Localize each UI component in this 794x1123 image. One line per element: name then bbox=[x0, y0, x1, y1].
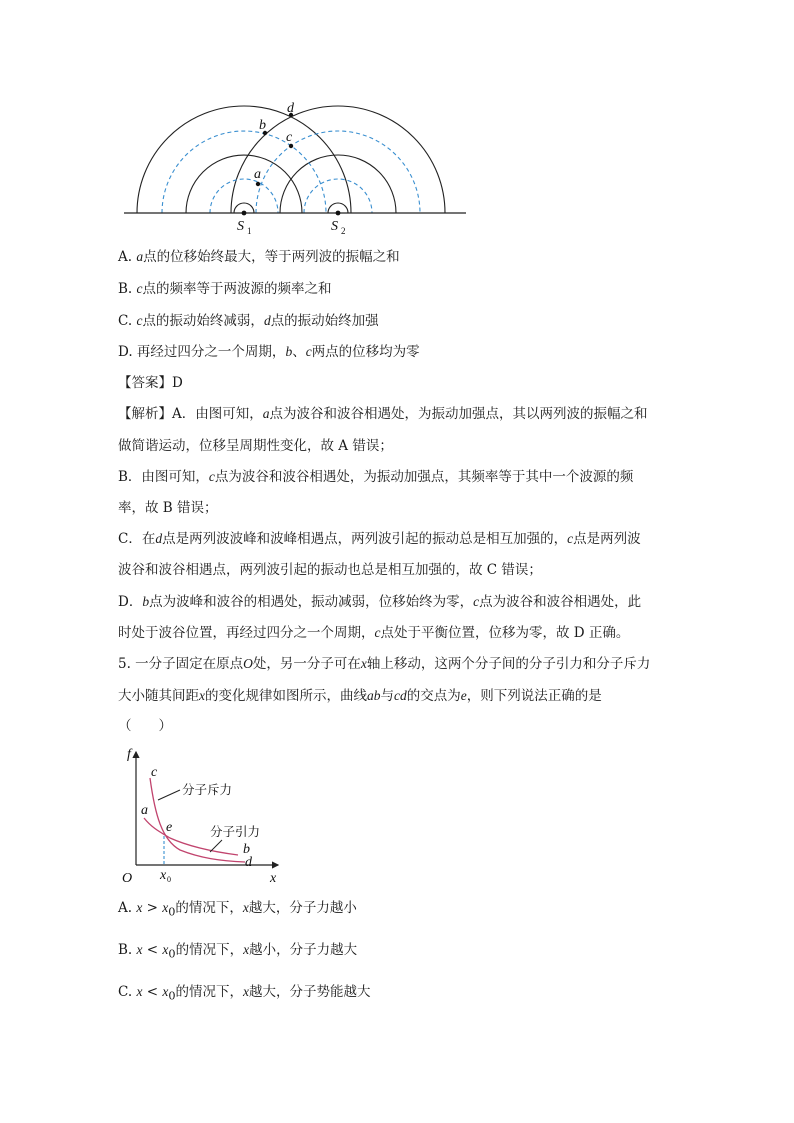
s2-crest-r58 bbox=[280, 155, 396, 213]
analysis-line-1: 【解析】A．由图可知，a点为波谷和波谷相遇处，为振动加强点，其以两列波的振幅之和 bbox=[118, 406, 648, 422]
label-b: b bbox=[259, 118, 266, 133]
q4-option-a: A. a点的位移始终最大，等于两列波的振幅之和 bbox=[118, 249, 400, 265]
label-attraction: 分子引力 bbox=[210, 824, 261, 839]
label-d: d bbox=[287, 101, 294, 116]
analysis-line-8: 时处于波谷位置，再经过四分之一个周期，c点处于平衡位置，位移为零，故 D 正确。 bbox=[118, 625, 630, 641]
label-s1-sub: 1 bbox=[247, 226, 252, 236]
label-c: c bbox=[151, 765, 158, 780]
label-e: e bbox=[166, 820, 173, 835]
label-f: f bbox=[127, 747, 131, 762]
q5-answer-paren: （ ） bbox=[118, 718, 172, 734]
point-s1 bbox=[242, 211, 247, 216]
label-c: c bbox=[286, 130, 293, 145]
label-s2-sub: 2 bbox=[341, 226, 346, 236]
s1-trough-r82 bbox=[162, 131, 326, 213]
q4-answer: 【答案】D bbox=[118, 375, 183, 391]
analysis-line-2: 做简谐运动，位移呈周期性变化，故 A 错误； bbox=[118, 438, 393, 454]
analysis-line-4: 率，故 B 错误； bbox=[118, 500, 218, 516]
s1-crest-r58 bbox=[186, 155, 302, 213]
attraction-pointer bbox=[210, 840, 222, 852]
label-b: b bbox=[243, 842, 250, 857]
s1-trough-r34 bbox=[210, 179, 278, 213]
analysis-line-6: 波谷和波谷相遇点，两列波引起的振动也总是相互加强的，故 C 错误； bbox=[118, 562, 542, 578]
s2-trough-r34 bbox=[304, 179, 372, 213]
q5-stem-line-2: 大小随其间距x的变化规律如图所示，曲线ab与cd的交点为e，则下列说法正确的是 bbox=[118, 688, 602, 704]
q4-option-d: D. 再经过四分之一个周期，b、c两点的位移均为零 bbox=[118, 344, 420, 360]
label-s1: S bbox=[237, 219, 244, 234]
repulsion-pointer bbox=[158, 790, 180, 800]
q4-option-c: C. c点的振动始终减弱，d点的振动始终加强 bbox=[118, 313, 379, 329]
label-x0: x bbox=[160, 868, 167, 883]
analysis-line-5: C．在d点是两列波波峰和波峰相遇点，两列波引起的振动总是相互加强的，c点是两列波 bbox=[118, 531, 641, 547]
label-a: a bbox=[254, 167, 261, 182]
label-x0-sub: 0 bbox=[167, 875, 171, 884]
label-a: a bbox=[141, 803, 148, 818]
analysis-line-3: B．由图可知，c点为波谷和波谷相遇处，为振动加强点，其频率等于其中一个波源的频 bbox=[118, 469, 634, 485]
analysis-line-7: D．b点为波峰和波谷的相遇处，振动减弱，位移始终为零，c点为波谷和波谷相遇处，此 bbox=[118, 594, 642, 610]
q5-option-a: A. $x > x_0$的情况下，x越大，分子力越小 bbox=[118, 900, 357, 919]
molecular-force-figure bbox=[118, 742, 288, 887]
q5-option-c: C. $x < x_0$的情况下，x越大，分子势能越大 bbox=[118, 984, 371, 1003]
label-d: d bbox=[245, 855, 252, 870]
q4-option-b: B. c点的频率等于两波源的频率之和 bbox=[118, 281, 332, 297]
label-repulsion: 分子斥力 bbox=[182, 782, 233, 797]
q5-option-b: B. $x < x_0$的情况下，x越小，分子力越大 bbox=[118, 942, 358, 961]
point-a bbox=[256, 182, 260, 186]
point-s2 bbox=[336, 211, 341, 216]
s1-crest-r107 bbox=[137, 106, 351, 213]
label-O: O bbox=[122, 871, 133, 886]
s2-trough-r82 bbox=[256, 131, 420, 213]
q5-stem-line-1: 5. 一分子固定在原点O处，另一分子可在x轴上移动，这两个分子间的分子引力和分子斥力 bbox=[118, 656, 651, 672]
label-x: x bbox=[270, 871, 277, 886]
label-s2: S bbox=[331, 219, 338, 234]
interference-figure bbox=[118, 95, 478, 240]
